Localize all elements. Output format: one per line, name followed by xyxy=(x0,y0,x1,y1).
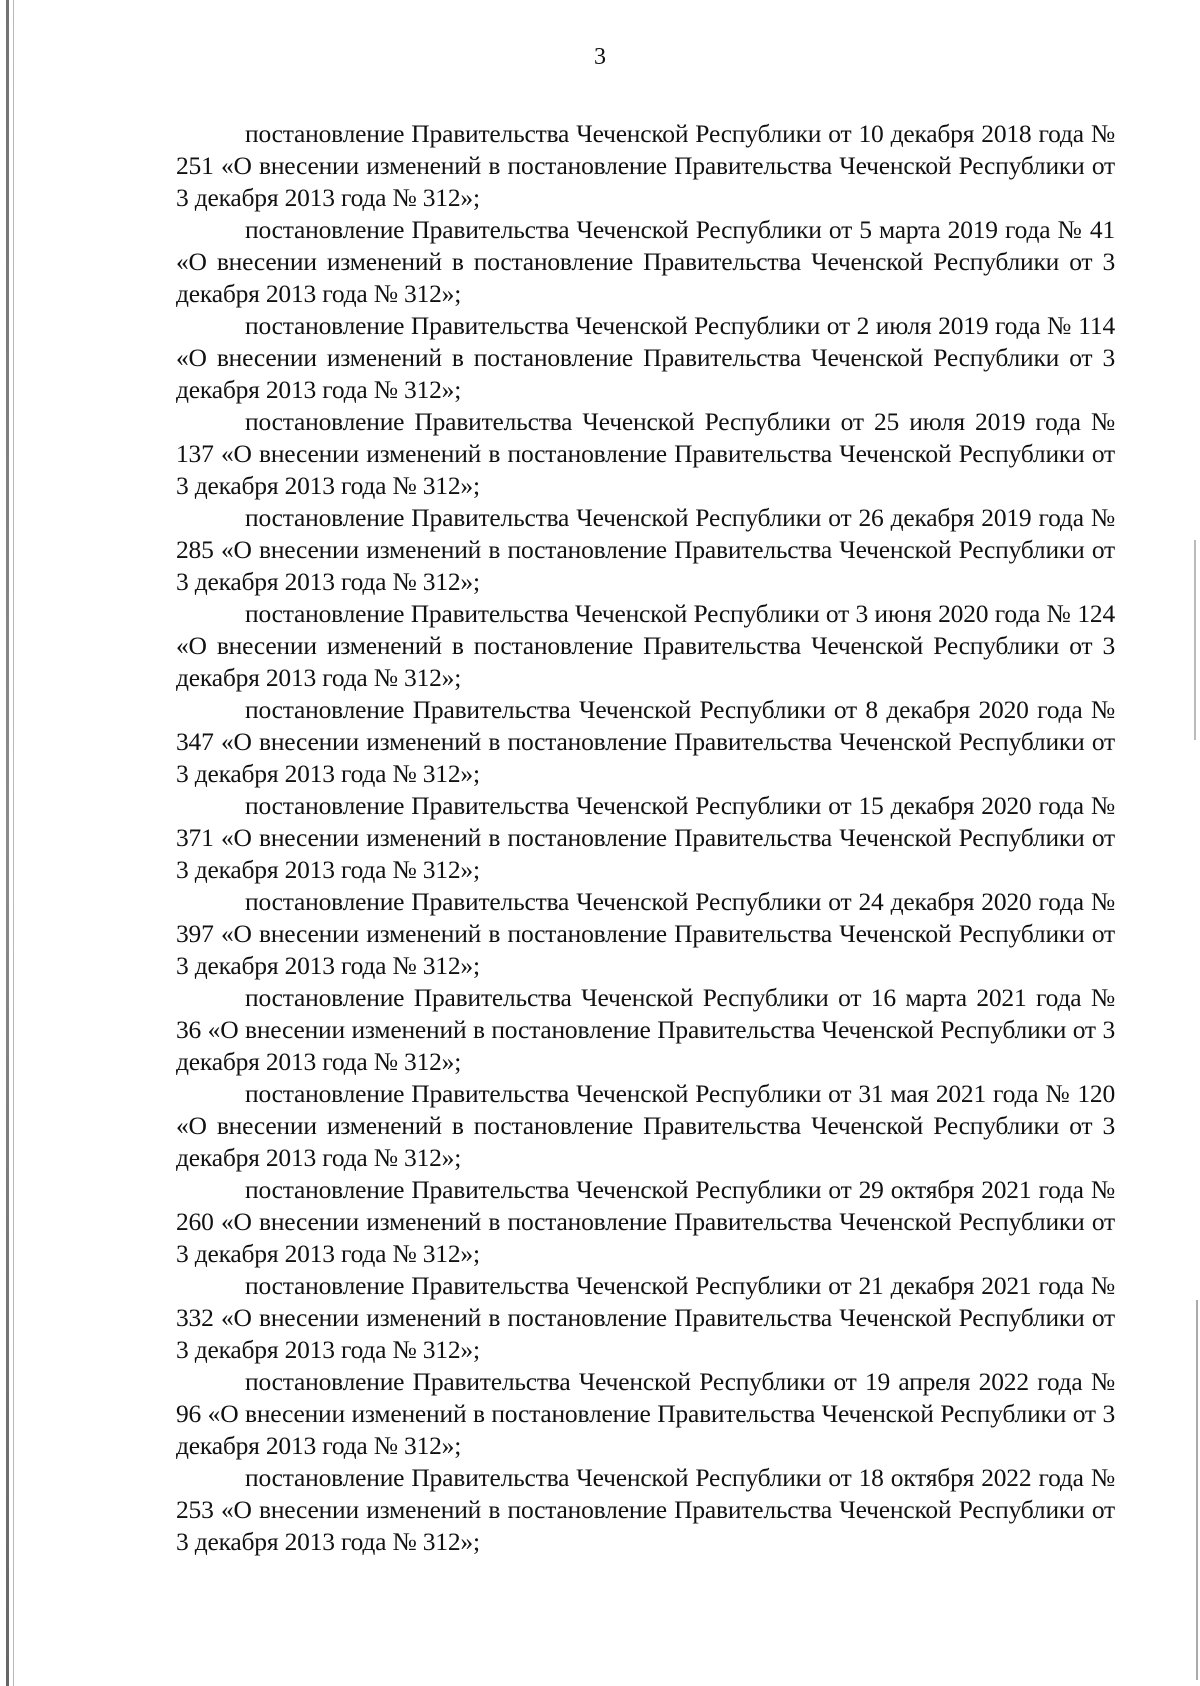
page-number: 3 xyxy=(594,44,606,70)
scan-edge-line xyxy=(13,0,14,1686)
scan-edge-mark xyxy=(1196,1300,1198,1680)
list-item: постановление Правительства Чеченской Республики от 16 марта 2021 года № 36 «О внесении изменений в постановление Правительства Чеченской Республики от 3 декабря 2013 года № 312»; xyxy=(176,983,1115,1076)
list-item: постановление Правительства Чеченской Республики от 21 декабря 2021 года № 332 «О внесении изменений в постановление Правительства Чеченской Республики от 3 декабря 2013 года № 312»; xyxy=(176,1271,1115,1364)
scan-edge-mark xyxy=(1194,540,1196,740)
list-item: постановление Правительства Чеченской Республики от 24 декабря 2020 года № 397 «О внесении изменений в постановление Правительства Чеченской Республики от 3 декабря 2013 года № 312»; xyxy=(176,887,1115,980)
scan-edge-shadow xyxy=(6,0,9,1686)
list-item: постановление Правительства Чеченской Республики от 2 июля 2019 года № 114 «О внесении изменений в постановление Правительства Чеченской Республики от 3 декабря 2013 года № 312»; xyxy=(176,311,1115,404)
list-item: постановление Правительства Чеченской Республики от 19 апреля 2022 года № 96 «О внесении изменений в постановление Правительства Чеченской Республики от 3 декабря 2013 года № 312»; xyxy=(176,1367,1115,1460)
document-body xyxy=(176,118,1115,1558)
list-item: постановление Правительства Чеченской Республики от 25 июля 2019 года № 137 «О внесении изменений в постановление Правительства Чеченской Республики от 3 декабря 2013 года № 312»; xyxy=(176,407,1115,500)
list-item: постановление Правительства Чеченской Республики от 10 декабря 2018 года № 251 «О внесении изменений в постановление Правительства Чеченской Республики от 3 декабря 2013 года № 312»; xyxy=(176,119,1115,212)
list-item: постановление Правительства Чеченской Республики от 15 декабря 2020 года № 371 «О внесении изменений в постановление Правительства Чеченской Республики от 3 декабря 2013 года № 312»; xyxy=(176,791,1115,884)
list-item: постановление Правительства Чеченской Республики от 3 июня 2020 года № 124 «О внесении изменений в постановление Правительства Чеченской Республики от 3 декабря 2013 года № 312»; xyxy=(176,599,1115,692)
list-item: постановление Правительства Чеченской Республики от 26 декабря 2019 года № 285 «О внесении изменений в постановление Правительства Чеченской Республики от 3 декабря 2013 года № 312»; xyxy=(176,503,1115,596)
list-item: постановление Правительства Чеченской Республики от 31 мая 2021 года № 120 «О внесении изменений в постановление Правительства Чеченской Республики от 3 декабря 2013 года № 312»; xyxy=(176,1079,1115,1172)
list-item: постановление Правительства Чеченской Республики от 29 октября 2021 года № 260 «О внесении изменений в постановление Правительства Чеченской Республики от 3 декабря 2013 года № 312»; xyxy=(176,1175,1115,1268)
list-item: постановление Правительства Чеченской Республики от 18 октября 2022 года № 253 «О внесении изменений в постановление Правительства Чеченской Республики от 3 декабря 2013 года № 312»; xyxy=(176,1463,1115,1556)
list-item: постановление Правительства Чеченской Республики от 5 марта 2019 года № 41 «О внесении изменений в постановление Правительства Чеченской Республики от 3 декабря 2013 года № 312»; xyxy=(176,215,1115,308)
list-item: постановление Правительства Чеченской Республики от 8 декабря 2020 года № 347 «О внесении изменений в постановление Правительства Чеченской Республики от 3 декабря 2013 года № 312»; xyxy=(176,695,1115,788)
